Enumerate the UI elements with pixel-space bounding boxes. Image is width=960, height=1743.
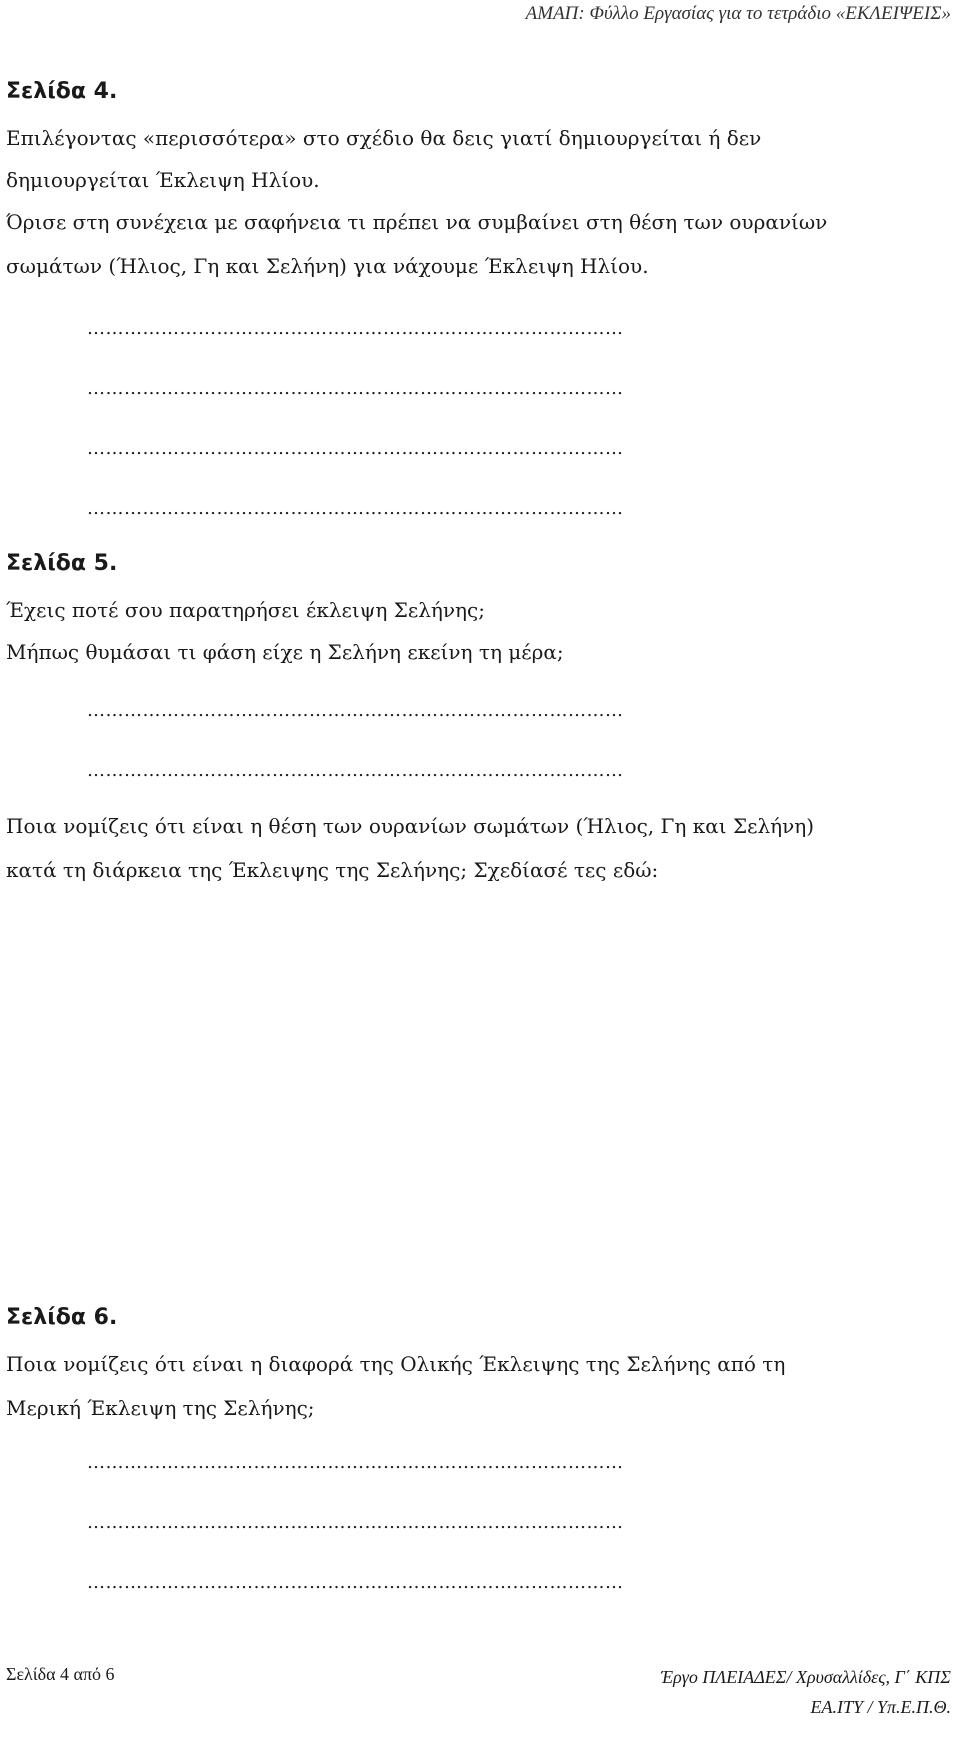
project-credit xyxy=(661,1662,951,1722)
answer-line[interactable]: …………………………………………………………………………… xyxy=(87,438,624,459)
page-6-text-line-2: Μερική Έκλειψη της Σελήνης; xyxy=(6,1396,315,1420)
page-5-text-line-2: Μήπως θυμάσαι τι φάση είχε η Σελήνη εκείνη τη μέρα; xyxy=(6,640,564,664)
page-4-text-line-4: σωμάτων (Ήλιος, Γη και Σελήνη) για νάχουμε Έκλειψη Ηλίου. xyxy=(6,254,649,278)
page-5-text-line-1: Έχεις ποτέ σου παρατηρήσει έκλειψη Σελήνης; xyxy=(6,598,485,622)
answer-line[interactable]: …………………………………………………………………………… xyxy=(87,498,624,519)
drawing-area[interactable] xyxy=(6,900,950,1300)
answer-line[interactable]: …………………………………………………………………………… xyxy=(87,700,624,721)
project-credit-line-2: ΕΑ.ΙΤΥ / Υπ.Ε.Π.Θ. xyxy=(810,1697,951,1717)
answer-line[interactable]: …………………………………………………………………………… xyxy=(87,1572,624,1593)
page-5-text-line-3: Ποια νομίζεις ότι είναι η θέση των ουρανίων σωμάτων (Ήλιος, Γη και Σελήνη) xyxy=(6,814,815,838)
answer-line[interactable]: …………………………………………………………………………… xyxy=(87,318,624,339)
page-4-text-line-2: δημιουργείται Έκλειψη Ηλίου. xyxy=(6,168,320,192)
section-heading-page-4: Σελίδα 4. xyxy=(6,79,118,104)
page-6-text-line-1: Ποια νομίζεις ότι είναι η διαφορά της Ολικής Έκλειψης της Σελήνης από τη xyxy=(6,1352,786,1376)
page-4-text-line-1: Επιλέγοντας «περισσότερα» στο σχέδιο θα δεις γιατί δημιουργείται ή δεν xyxy=(6,126,762,150)
answer-line[interactable]: …………………………………………………………………………… xyxy=(87,760,624,781)
page-number: Σελίδα 4 από 6 xyxy=(6,1664,115,1684)
page-5-text-line-4: κατά τη διάρκεια της Έκλειψης της Σελήνης; Σχεδίασέ τες εδώ: xyxy=(6,858,659,882)
section-heading-page-5: Σελίδα 5. xyxy=(6,551,118,576)
answer-line[interactable]: …………………………………………………………………………… xyxy=(87,1512,624,1533)
answer-line[interactable]: …………………………………………………………………………… xyxy=(87,1452,624,1473)
page-header-title: ΑΜΑΠ: Φύλλο Εργασίας για το τετράδιο «ΕΚΛΕΙΨΕΙΣ» xyxy=(525,3,951,24)
section-heading-page-6: Σελίδα 6. xyxy=(6,1305,118,1330)
answer-line[interactable]: …………………………………………………………………………… xyxy=(87,378,624,399)
project-credit-line-1: Έργο ΠΛΕΙΑΔΕΣ/ Χρυσαλλίδες, Γ΄ ΚΠΣ xyxy=(660,1667,951,1687)
page-4-text-line-3: Όρισε στη συνέχεια με σαφήνεια τι πρέπει να συμβαίνει στη θέση των ουρανίων xyxy=(6,210,828,234)
